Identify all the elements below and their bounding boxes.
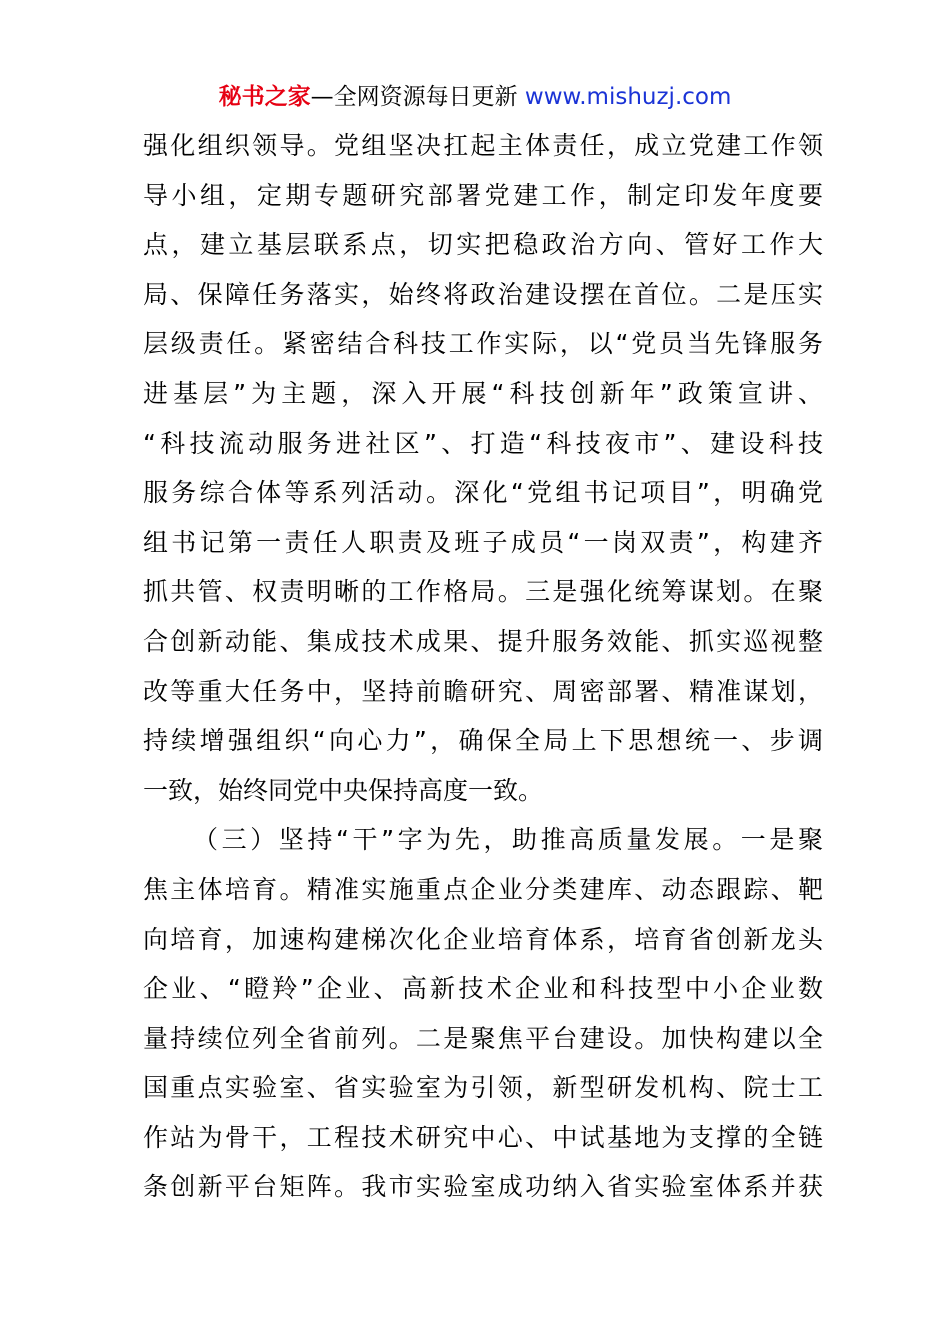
site-brand: 秘书之家 — [218, 84, 311, 110]
text-line: 企业、“瞪羚”企业、高新技术企业和科技型中小企业数 — [143, 974, 823, 1004]
text-line: 点，建立基层联系点，切实把稳政治方向、管好工作大 — [143, 230, 823, 260]
section-heading-line: （三）坚持“干”字为先，助推高质量发展。一是聚 — [193, 825, 823, 855]
site-header — [0, 80, 950, 114]
text-line: 改等重大任务中，坚持前瞻研究、周密部署、精准谋划， — [143, 676, 823, 706]
text-line: 持续增强组织“向心力”，确保全局上下思想统一、步调 — [143, 726, 823, 756]
text-line: 服务综合体等系列活动。深化“党组书记项目”，明确党 — [143, 478, 823, 508]
text-line: 焦主体培育。精准实施重点企业分类建库、动态跟踪、靶 — [143, 874, 823, 904]
text-line: 组书记第一责任人职责及班子成员“一岗双责”，构建齐 — [143, 527, 823, 557]
text-line: 向培育，加速构建梯次化企业培育体系，培育省创新龙头 — [143, 924, 823, 954]
site-url[interactable]: www.mishuzj.com — [524, 84, 732, 110]
text-line: 导小组，定期专题研究部署党建工作，制定印发年度要 — [143, 180, 823, 210]
site-tagline: —全网资源每日更新 — [310, 84, 525, 110]
text-line: 量持续位列全省前列。二是聚焦平台建设。加快构建以全 — [143, 1023, 823, 1053]
paragraph-last-line: 一致，始终同党中央保持高度一致。 — [143, 775, 544, 805]
text-line: 层级责任。紧密结合科技工作实际，以“党员当先锋服务 — [143, 329, 823, 359]
text-line: 抓共管、权责明晰的工作格局。三是强化统筹谋划。在聚 — [143, 577, 823, 607]
text-line: 合创新动能、集成技术成果、提升服务效能、抓实巡视整 — [143, 626, 823, 656]
text-line: 国重点实验室、省实验室为引领，新型研发机构、院士工 — [143, 1073, 823, 1103]
text-line: 进基层”为主题，深入开展“科技创新年”政策宣讲、 — [143, 378, 823, 408]
text-line: 条创新平台矩阵。我市实验室成功纳入省实验室体系并获 — [143, 1172, 823, 1202]
text-line: 强化组织领导。党组坚决扛起主体责任，成立党建工作领 — [143, 131, 823, 160]
text-line: “科技流动服务进社区”、打造“科技夜市”、建设科技 — [143, 428, 823, 458]
document-body — [143, 121, 823, 1212]
text-line: 作站为骨干，工程技术研究中心、中试基地为支撑的全链 — [143, 1122, 823, 1152]
text-line: 局、保障任务落实，始终将政治建设摆在首位。二是压实 — [143, 279, 823, 309]
